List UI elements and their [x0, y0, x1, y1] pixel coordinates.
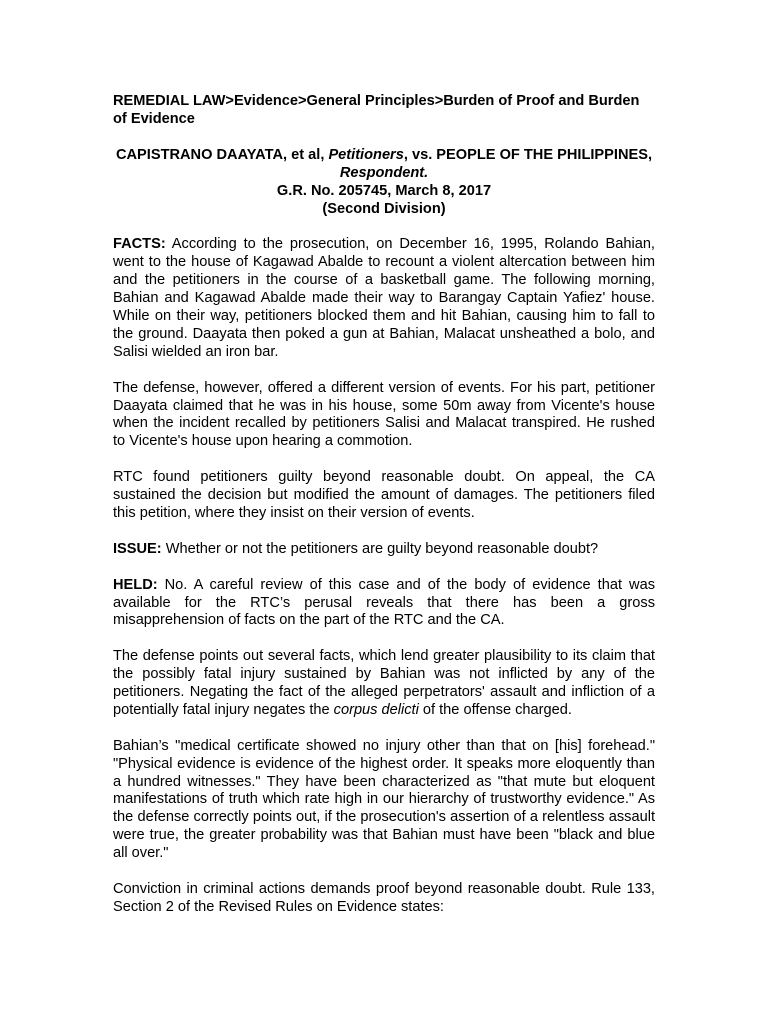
issue-text: Whether or not the petitioners are guilty beyond reasonable doubt? — [161, 540, 599, 557]
held-text: No. A careful review of this case and of the body of evidence that was available for the RTC’s perusal reveals that there has been a gross misapprehension of facts on the part of the RTC and the CA. — [113, 576, 655, 629]
gr-number: G.R. No. 205745, March 8, 2017 — [276, 182, 492, 199]
held-paragraph — [113, 577, 655, 631]
medical-certificate-paragraph: Bahian’s "medical certificate showed no injury other than that on [his] forehead." "Physical evidence is evidence of the highest order. It speaks more eloquently than a hundred witnesses." They have been characterized as "that mute but eloquent manifestations of truth which rate high in our hierarchy of trustworthy evidence." As the defense correctly points out, if the prosecution's assertion of a relentless assault were true, the greater probability was that Bahian must have been "black and blue all over." — [113, 737, 655, 862]
facts-text: According to the prosecution, on December 16, 1995, Rolando Bahian, went to the house of Kagawad Abalde to recount a violent altercation between him and the petitioners in the course of a basketball game. The following morning, Bahian and Kagawad Abalde made their way to Barangay Captain Yafiez' house. While on their way, petitioners blocked them and hit Bahian, causing him to fall to the ground. Daayata then poked a gun at Bahian, Malacat unsheathed a bolo, and Salisi wielded an iron bar. — [113, 236, 655, 360]
versus-respondent: , vs. PEOPLE OF THE PHILIPPINES, — [403, 146, 653, 163]
case-caption — [113, 147, 655, 219]
defense-points-paragraph — [113, 648, 655, 720]
rtc-paragraph: RTC found petitioners guilty beyond reasonable doubt. On appeal, the CA sustained the decision but modified the amount of damages. The petitioners filed this petition, where they insist on their version of events. — [113, 469, 655, 521]
issue-label: ISSUE: — [113, 540, 162, 557]
division: (Second Division) — [322, 200, 446, 217]
facts-paragraph — [113, 236, 655, 361]
respondent-role: Respondent. — [339, 164, 429, 181]
facts-label: FACTS: — [113, 236, 166, 253]
document-page — [113, 93, 655, 935]
defense-points-text-after: of the offense charged. — [418, 701, 572, 718]
conviction-paragraph: Conviction in criminal actions demands proof beyond reasonable doubt. Rule 133, Section 2 of the Revised Rules on Evidence states: — [113, 880, 655, 915]
defense-paragraph: The defense, however, offered a different version of events. For his part, petitioner Daayata claimed that he was in his house, some 50m away from Vicente's house when the incident recalled by petitioners Salisi and Malacat transpired. He rushed to Vicente's house upon hearing a commotion. — [113, 379, 655, 450]
petitioner-role: Petitioners — [328, 146, 404, 163]
petitioner-name: CAPISTRANO DAAYATA, et al, — [115, 146, 329, 163]
case-parties — [113, 147, 655, 183]
defense-points-text-before: The defense points out several facts, which lend greater plausibility to its claim that the possibly fatal injury sustained by Bahian was not inflicted by any of the petitioners. Negating the fact of the alleged perpetrators' assault and infliction of a potentially fatal injury negates the — [113, 648, 655, 718]
corpus-delicti-term: corpus delicti — [333, 701, 419, 718]
held-label: HELD: — [113, 576, 158, 593]
issue-paragraph — [113, 541, 655, 559]
breadcrumb: REMEDIAL LAW>Evidence>General Principles>Burden of Proof and Burden of Evidence — [113, 93, 640, 127]
